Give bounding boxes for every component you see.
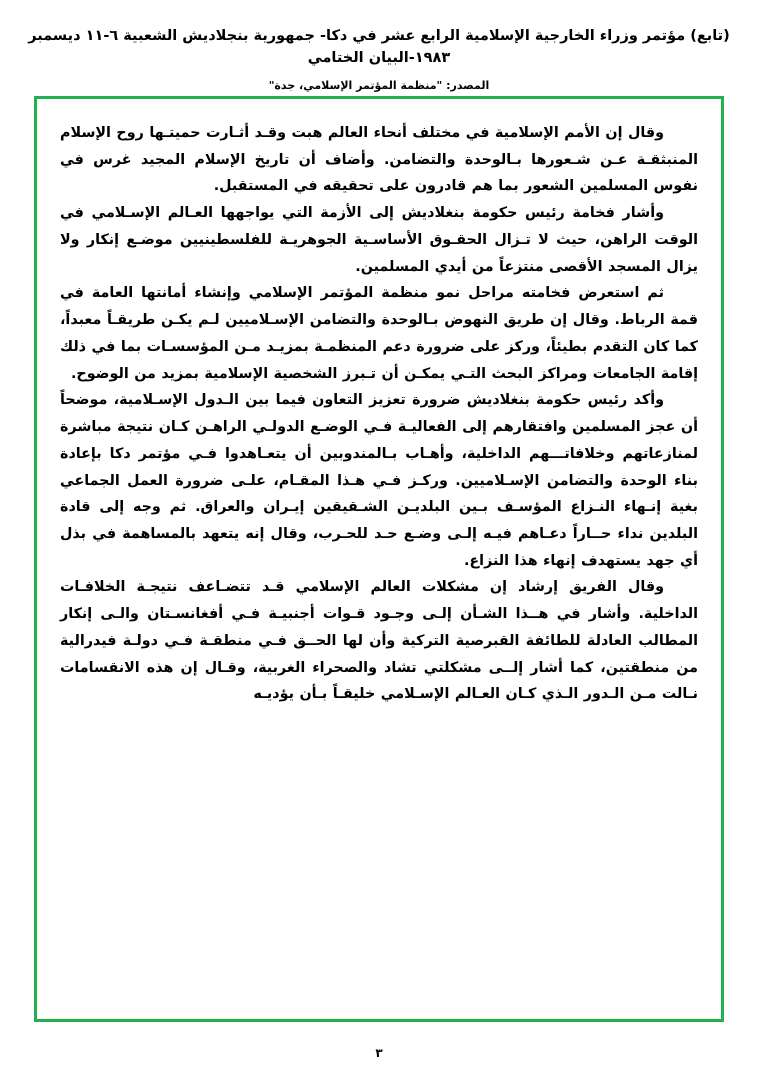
paragraph: وأكد رئيس حكومة بنغلاديش ضرورة تعزيز التعاون فيما بين الـدول الإسـلامية، موضحاً أن عجز المسلمين وافتقارهم إلى الفعاليـة فـي الوضـع الدولـي الراهـن كـان نتيجة مباشرة لمنازعاتهم وخلافاتـــهم الداخلية، وأهـاب بـالمندوبين أن يتعـاهدوا فـي مؤتمر دكا بإعادة بناء الوحدة والتضامن الإسـلاميين. وركـز فـي هـذا المقـام، علـى ضرورة العمل الجماعي بغية إنـهاء النـزاع المؤسـف بـين البلديـن الشـقيقين إيـران والعراق. ثم وجه إلى قادة البلدين نداء حــاراً دعـاهم فيـه إلـى وضـع حـد للحـرب، وقال إنه يتعهد بالمساهمة في بذل أي جهد يستهدف إنهاء هذا النزاع. bbox=[60, 392, 698, 569]
page-header bbox=[0, 0, 758, 92]
header-source: المصدر: "منظمة المؤتمر الإسلامي، جدة" bbox=[268, 78, 490, 92]
paragraph: ثم استعرض فخامته مراحل نمو منظمة المؤتمر الإسلامي وإنشاء أمانتها العامة في قمة الرباط. وقال إن طريق النهوض بـالوحدة والتضامن الإسـلاميين لـم يكـن طريقـاً معبداً، كما كان التقدم بطيئاً، وركز على ضرورة دعم المنظمـة بمزيـد مـن المؤسسـات بما في ذلك إقامة الجامعات ومراكز البحث التـي يمكـن أن تـبرز الشخصية الإسلامية بمزيد من الوضوح. bbox=[60, 285, 698, 382]
document-body bbox=[60, 120, 698, 998]
paragraph: وأشار فخامة رئيس حكومة بنغلاديش إلى الأزمة التي يواجهها العـالم الإسـلامي في الوقت الراهن، حيث لا تـزال الحقـوق الأساسـية الجوهريـة للفلسطينيين موضـع إنكار ولا يزال المسجد الأقصى منتزعاً من أيدي المسلمين. bbox=[60, 205, 698, 275]
paragraph: وقال إن الأمم الإسلامية في مختلف أنحاء العالم هبت وقـد أثـارت حميتـها روح الإسلام المنبثقـة عـن شـعورها بـالوحدة والتضامن. وأضاف أن تاريخ الإسلام المجيد غرس في نفوس المسلمين الشعور بما هم قادرون على تحقيقه في المستقبل. bbox=[60, 125, 698, 195]
paragraph: وقال الفريق إرشاد إن مشكلات العالم الإسلامي قـد تتضـاعف نتيجـة الخلافـات الداخلية. وأشار في هــذا الشـأن إلـى وجـود قـوات أجنبيـة فـي أفغانسـتان والـى إنكار المطالب العادلة للطائفة القبرصية التركية وأن لها الحــق فـي منطقـة فـي دولـة فيدرالية من منطقتين، كما أشار إلــى مشكلتي تشاد والصحراء الغربية، وقـال إن هذه الانقسامات نـالت مـن الـدور الـذي كـان العـالم الإسـلامي خليقـاً بـأن يؤديـه bbox=[60, 579, 698, 703]
page-number: ٣ bbox=[375, 1046, 383, 1060]
header-title: (تابع) مؤتمر وزراء الخارجية الإسلامية الرابع عشر في دكا- جمهورية بنجلاديش الشعبية ٦-١١ ديسمبر ١٩٨٣-البيان الختامي bbox=[28, 28, 730, 66]
